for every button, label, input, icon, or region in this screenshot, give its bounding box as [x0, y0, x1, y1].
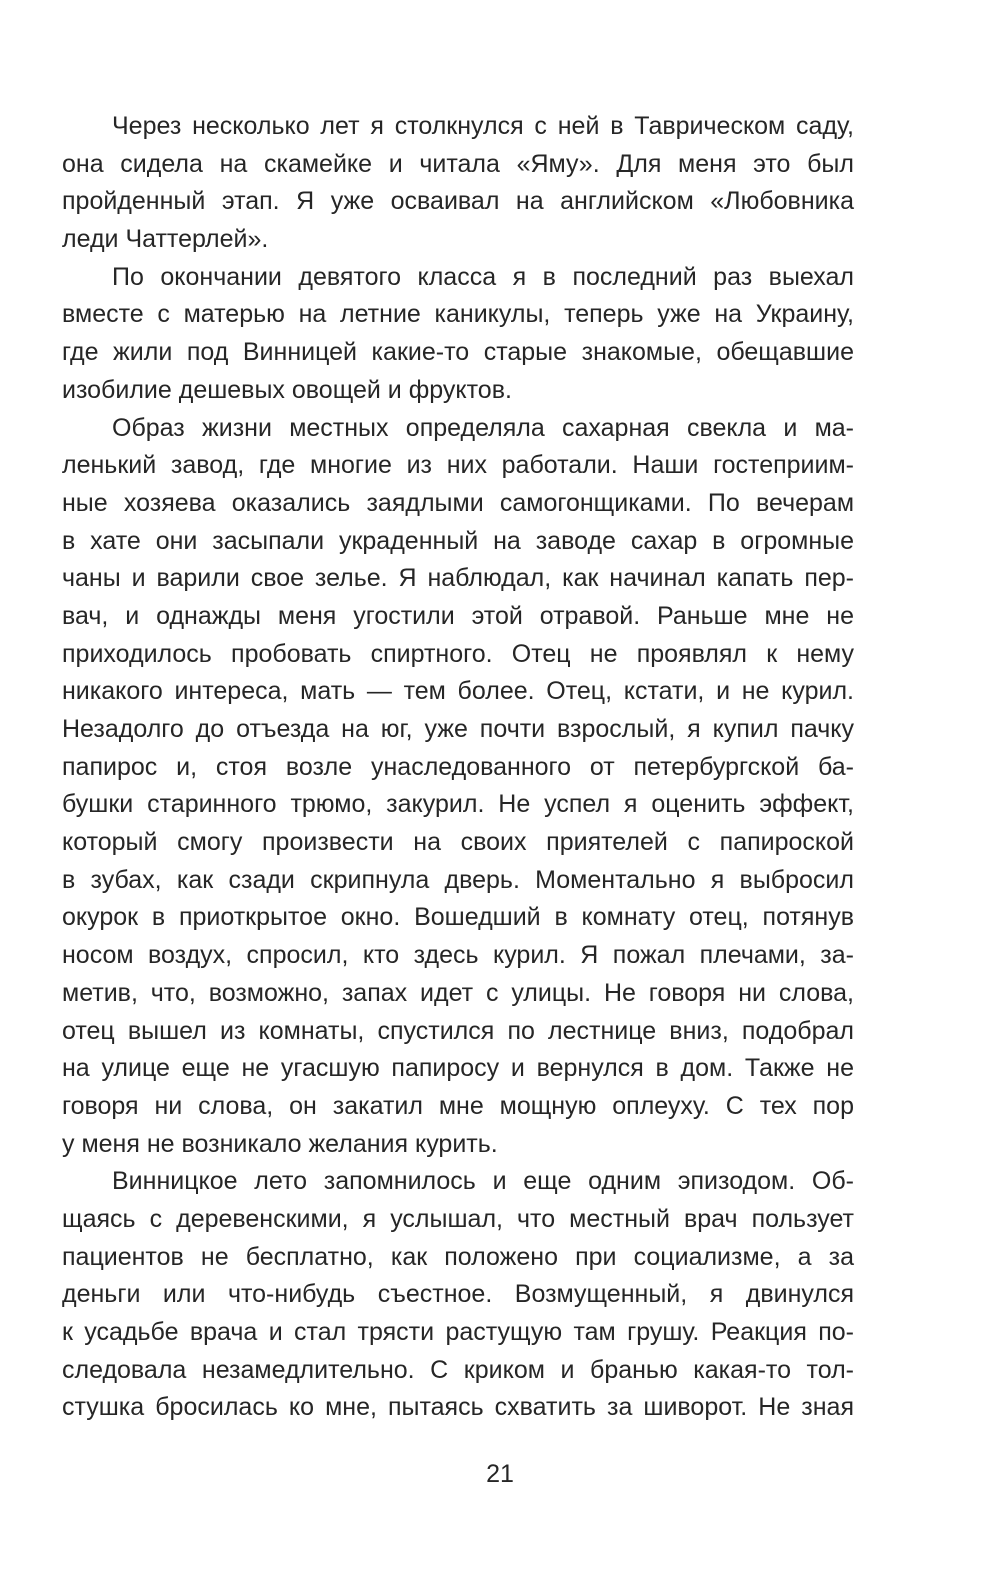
text-line: вач, и однажды меня угостили этой отравой. Раньше мне не [62, 601, 854, 630]
text-line: где жили под Винницей какие-то старые знакомые, обещавшие [62, 338, 854, 367]
paragraph [62, 259, 854, 410]
text-line: бушки старинного трюмо, закурил. Не успел я оценить эффект, [62, 790, 854, 819]
paragraph [62, 410, 854, 1164]
paragraph [62, 108, 854, 259]
text-line: в хате они засыпали украденный на заводе сахар в огромные [62, 526, 854, 555]
paragraph [62, 1163, 854, 1427]
text-line: на улице еще не угасшую папиросу и вернулся в дом. Также не [62, 1054, 854, 1083]
text-line: ные хозяева оказались заядлыми самогонщиками. По вечерам [62, 488, 854, 517]
text-line: вместе с матерью на летние каникулы, теперь уже на Украину, [62, 300, 854, 329]
body-text [62, 108, 854, 1427]
text-line: По окончании девятого класса я в последний раз выехал [112, 262, 854, 291]
text-line: пройденный этап. Я уже осваивал на английском «Любовника [62, 187, 854, 216]
text-line: щаясь с деревенскими, я услышал, что местный врач пользует [62, 1204, 854, 1233]
text-line: никакого интереса, мать — тем более. Отец, кстати, и не курил. [62, 677, 854, 706]
text-line: носом воздух, спросил, кто здесь курил. Я пожал плечами, за- [62, 941, 854, 970]
text-line: Через несколько лет я столкнулся с ней в Таврическом саду, [112, 112, 854, 140]
text-line: метив, что, возможно, запах идет с улицы. Не говоря ни слова, [62, 978, 854, 1007]
text-line: леди Чаттерлей». [62, 225, 269, 254]
text-line: приходилось пробовать спиртного. Отец не проявлял к нему [62, 639, 854, 668]
text-line: окурок в приоткрытое окно. Вошедший в комнату отец, потянув [62, 903, 854, 932]
text-line: Образ жизни местных определяла сахарная свекла и ма- [112, 413, 854, 442]
page-number: 21 [486, 1460, 514, 1488]
text-line: ленький завод, где многие из них работали. Наши гостеприим- [62, 451, 854, 480]
text-line: стушка бросилась ко мне, пытаясь схватить за шиворот. Не зная [62, 1393, 854, 1422]
text-line: говоря ни слова, он закатил мне мощную оплеуху. С тех пор [62, 1091, 854, 1120]
text-line: Винницкое лето запомнилось и еще одним эпизодом. Об- [112, 1167, 854, 1196]
text-line: в зубах, как сзади скрипнула дверь. Моментально я выбросил [62, 865, 854, 894]
text-line: чаны и варили свое зелье. Я наблюдал, как начинал капать пер- [62, 564, 854, 593]
text-line: к усадьбе врача и стал трясти растущую там грушу. Реакция по- [62, 1318, 854, 1346]
text-line: у меня не возникало желания курить. [62, 1129, 498, 1158]
text-line: деньги или что-нибудь съестное. Возмущенный, я двинулся [62, 1280, 854, 1309]
text-line: следовала незамедлительно. С криком и бранью какая-то тол- [62, 1355, 854, 1384]
text-line: пациентов не бесплатно, как положено при социализме, а за [62, 1242, 854, 1271]
text-line: она сидела на скамейке и читала «Яму». Для меня это был [62, 149, 854, 178]
text-line: изобилие дешевых овощей и фруктов. [62, 375, 512, 404]
text-line: отец вышел из комнаты, спустился по лестнице вниз, подобрал [62, 1016, 854, 1045]
text-line: который смогу произвести на своих приятелей с папироской [62, 828, 854, 857]
text-line: Незадолго до отъезда на юг, уже почти взрослый, я купил пачку [62, 715, 854, 743]
text-line: папирос и, стоя возле унаследованного от петербургской ба- [62, 752, 854, 781]
